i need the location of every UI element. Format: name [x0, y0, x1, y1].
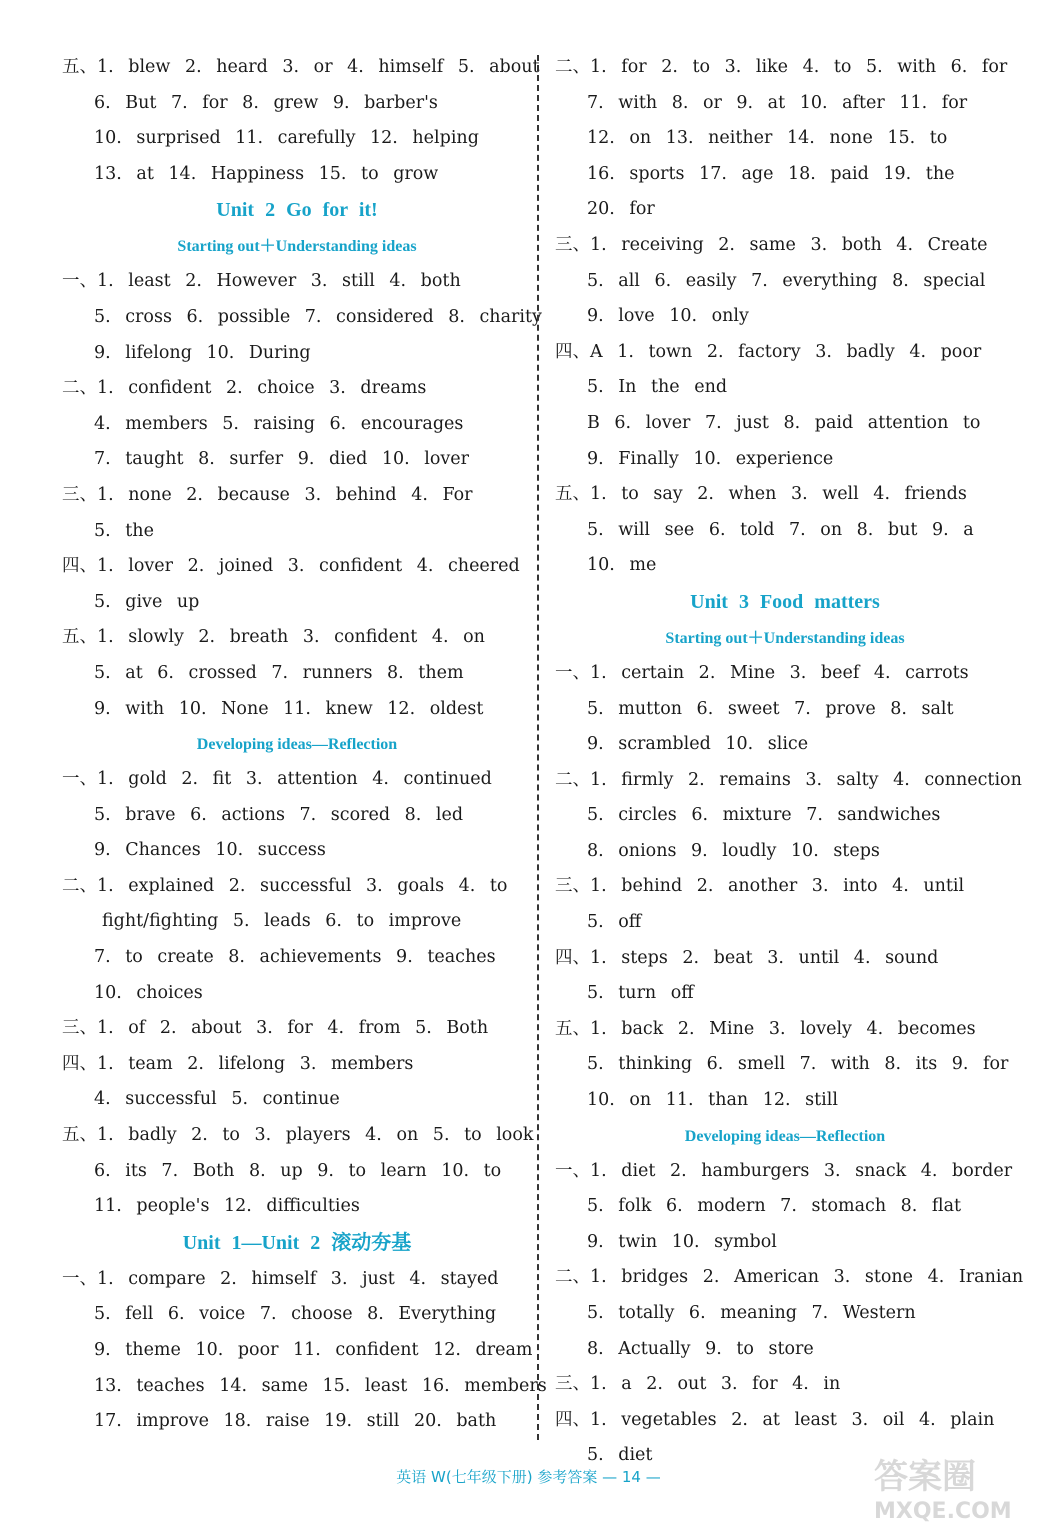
answer-line: 5. totally 6. meaning 7. Western — [587, 1303, 916, 1323]
answer-line: 8. onions 9. loudly 10. steps — [587, 840, 880, 861]
answer-line: 10. on 11. than 12. still — [587, 1090, 838, 1111]
answer-line: 7. taught 8. surfer 9. died 10. lover — [94, 449, 470, 470]
answer-line: 三、1. receiving 2. same 3. both 4. Create — [555, 234, 988, 255]
answer-line: 二、1. firmly 2. remains 3. salty 4. connection — [555, 769, 1022, 790]
answer-line: 5. thinking 6. smell 7. with 8. its 9. for — [587, 1054, 1009, 1075]
answer-line: 13. at 14. Happiness 15. to grow — [94, 163, 439, 184]
answer-line: 9. twin 10. symbol — [587, 1231, 777, 1252]
answer-line: 四、A 1. town 2. factory 3. badly 4. poor — [555, 341, 982, 362]
answer-line: 5. the — [94, 520, 154, 541]
right-answer-column — [555, 50, 1024, 1474]
answer-line: 10. choices — [94, 982, 203, 1003]
unit-heading: Unit 1—Unit 2 滚动夯基 — [182, 1231, 412, 1254]
answer-line: 四、1. lover 2. joined 3. confident 4. cheered — [62, 556, 520, 577]
answer-line: 二、1. explained 2. successful 3. goals 4. to — [62, 875, 508, 896]
answer-line: 5. at 6. crossed 7. runners 8. them — [94, 662, 464, 683]
answer-line: 13. teaches 14. same 15. least 16. members — [94, 1375, 547, 1396]
unit-heading: Unit 2 Go for it! — [216, 199, 378, 222]
answer-line: 五、1. back 2. Mine 3. lovely 4. becomes — [555, 1018, 976, 1039]
answer-line: 4. members 5. raising 6. encourages — [94, 413, 464, 434]
left-answer-column — [62, 50, 547, 1440]
answer-line: 9. Chances 10. success — [94, 840, 326, 861]
watermark-line1: 答案圈 — [874, 1457, 976, 1497]
answer-line: 一、1. compare 2. himself 3. just 4. stayed — [62, 1268, 499, 1289]
watermark-line2: MXQE.COM — [874, 1499, 1012, 1524]
answer-line: 五、1. slowly 2. breath 3. confident 4. on — [62, 627, 485, 648]
answer-line: 一、1. gold 2. fit 3. attention 4. continued — [62, 769, 492, 790]
answer-line: B 6. lover 7. just 8. paid attention to — [587, 412, 981, 433]
answer-line: 五、1. to say 2. when 3. well 4. friends — [555, 484, 967, 505]
answer-line: 5. cross 6. possible 7. considered 8. charity — [94, 306, 542, 327]
answer-line: 7. with 8. or 9. at 10. after 11. for — [587, 92, 968, 113]
watermark-logo — [864, 1446, 1039, 1526]
answer-line: 四、1. steps 2. beat 3. until 4. sound — [555, 947, 939, 968]
answer-line: 12. on 13. neither 14. none 15. to — [587, 128, 948, 149]
answer-line: 9. with 10. None 11. knew 12. oldest — [94, 698, 484, 719]
answer-line: 5. off — [587, 912, 642, 933]
answer-line: 20. for — [587, 199, 655, 220]
page-footer: 英语 W(七年级下册) 参考答案 — 14 — — [396, 1468, 661, 1486]
section-subheading: Developing ideas—Reflection — [196, 736, 398, 754]
section-subheading: Developing ideas—Reflection — [684, 1127, 886, 1145]
answer-line: 三、1. behind 2. another 3. into 4. until — [555, 876, 965, 897]
answer-line: 二、1. bridges 2. American 3. stone 4. Iranian — [555, 1267, 1024, 1288]
answer-line: 三、1. none 2. because 3. behind 4. For — [62, 484, 473, 505]
column-divider — [537, 55, 539, 1440]
answer-line: 四、1. vegetables 2. at least 3. oil 4. plain — [555, 1409, 995, 1430]
answer-line: 5. all 6. easily 7. everything 8. special — [587, 270, 986, 291]
answer-line: 5. give up — [94, 591, 200, 612]
answer-line: 5. turn off — [587, 983, 694, 1004]
answer-line: 5. In the end — [587, 377, 728, 398]
answer-line: 5. brave 6. actions 7. scored 8. led — [94, 804, 464, 825]
answer-line: 一、1. certain 2. Mine 3. beef 4. carrots — [555, 662, 969, 683]
answer-line: 三、1. of 2. about 3. for 4. from 5. Both — [62, 1018, 489, 1039]
answer-line: 五、1. badly 2. to 3. players 4. on 5. to look — [62, 1125, 534, 1146]
answer-line: 17. improve 18. raise 19. still 20. bath — [94, 1411, 497, 1432]
answer-line: 10. me — [587, 555, 657, 576]
answer-line: 6. But 7. for 8. grew 9. barber's — [94, 92, 438, 113]
answer-line: 5. circles 6. mixture 7. sandwiches — [587, 805, 941, 826]
answer-line: 五、1. blew 2. heard 3. or 4. himself 5. about — [62, 57, 540, 77]
answer-line: 9. lifelong 10. During — [94, 342, 311, 363]
answer-line: 8. Actually 9. to store — [587, 1338, 814, 1359]
answer-line: 四、1. team 2. lifelong 3. members — [62, 1053, 414, 1074]
answer-line: fight/fighting 5. leads 6. to improve — [102, 911, 462, 932]
answer-line: 5. diet — [587, 1445, 653, 1466]
answer-line: 5. fell 6. voice 7. choose 8. Everything — [94, 1304, 497, 1325]
answer-line: 7. to create 8. achievements 9. teaches — [94, 947, 496, 968]
answer-line: 11. people's 12. difficulties — [94, 1196, 360, 1217]
answer-line: 5. folk 6. modern 7. stomach 8. flat — [587, 1196, 962, 1217]
answer-line: 9. love 10. only — [587, 306, 749, 327]
answer-line: 9. theme 10. poor 11. confident 12. dream — [94, 1340, 533, 1360]
answer-line: 一、1. diet 2. hamburgers 3. snack 4. border — [555, 1160, 1013, 1181]
answer-line: 4. successful 5. continue — [94, 1089, 340, 1110]
unit-heading: Unit 3 Food matters — [690, 590, 880, 613]
answer-line: 一、1. least 2. However 3. still 4. both — [62, 271, 461, 292]
answer-line: 二、1. for 2. to 3. like 4. to 5. with 6. for — [555, 57, 1008, 77]
answer-line: 10. surprised 11. carefully 12. helping — [94, 128, 479, 149]
section-subheading: Starting out＋Understanding ideas — [177, 238, 417, 256]
answer-line: 5. mutton 6. sweet 7. prove 8. salt — [587, 698, 954, 719]
answer-line: 5. will see 6. told 7. on 8. but 9. a — [587, 519, 974, 540]
answer-line: 二、1. confident 2. choice 3. dreams — [62, 378, 427, 399]
answer-line: 16. sports 17. age 18. paid 19. the — [587, 163, 955, 184]
answer-line: 9. scrambled 10. slice — [587, 734, 809, 755]
answer-line: 9. Finally 10. experience — [587, 448, 834, 469]
answer-line: 6. its 7. Both 8. up 9. to learn 10. to — [94, 1160, 502, 1181]
section-subheading: Starting out＋Understanding ideas — [665, 629, 905, 647]
answer-line: 三、1. a 2. out 3. for 4. in — [555, 1374, 841, 1395]
